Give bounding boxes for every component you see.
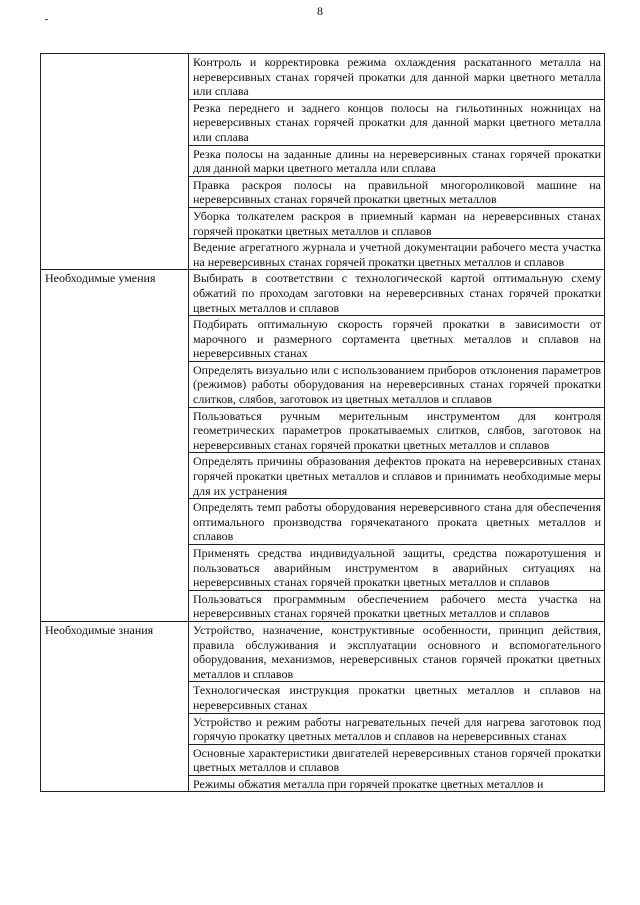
requirement-text: Пользоваться ручным мерительным инструментом для контроля геометрических параметров прокатываемых слитков, слябов, заготовок на нереверсивных станах горячей прокатки цветных металлов и сплавов: [193, 408, 601, 452]
requirement-text: Технологическая инструкция прокатки цветных металлов и сплавов на нереверсивных станах: [193, 683, 601, 712]
requirement-text: Устройство и режим работы нагревательных печей для нагрева заготовок под горячую прокатку цветных металлов и сплавов на нереверсивных станах: [193, 714, 601, 744]
requirement-item: [189, 316, 605, 362]
section-label: Необходимые умения: [41, 270, 189, 622]
requirement-text: Резка переднего и заднего концов полосы на гильотинных ножницах на нереверсивных станах горячей прокатки для данной марки цветного металла или сплава: [193, 100, 601, 144]
requirement-item: [189, 744, 605, 775]
requirement-text: Ведение агрегатного журнала и учетной документации рабочего места участка на нереверсивных станах горячей прокатки цветных металлов и сплавов: [193, 240, 601, 269]
requirement-item: [189, 545, 605, 591]
requirement-text: Определять визуально или с использованием приборов отклонения параметров (режимов) работы оборудования на нереверсивных станах горячей прокатки слитков, слябов, заготовок из цветных металлов и сплавов: [193, 362, 601, 407]
requirement-item: [189, 361, 605, 407]
requirement-item: [189, 145, 605, 176]
table-row: [41, 621, 605, 681]
requirement-item: [189, 499, 605, 545]
requirement-item: [189, 621, 605, 681]
table-body: [41, 54, 605, 792]
requirement-item: [189, 54, 605, 100]
requirement-item: [189, 176, 605, 207]
requirement-text: Применять средства индивидуальной защиты, средства пожаротушения и пользоваться аварийным инструментом в аварийных ситуациях на нереверсивных станах горячей прокатки цветных металлов и сплавов: [193, 546, 601, 590]
requirement-item: [189, 453, 605, 499]
requirement-text: Основные характеристики двигателей нереверсивных станов горячей прокатки цветных металлов и сплавов: [193, 745, 601, 775]
requirement-text: Определять темп работы оборудования нереверсивного стана для обеспечения оптимального производства горячекатаного проката цветных металлов и сплавов: [193, 500, 601, 544]
requirement-text: Резка полосы на заданные длины на нереверсивных станах горячей прокатки для данной марки цветного металла или сплава: [193, 146, 601, 176]
corner-mark: [45, 19, 48, 20]
requirement-item: [189, 775, 605, 791]
page-number: 8: [317, 4, 323, 18]
requirement-item: [189, 239, 605, 270]
requirement-item: [189, 99, 605, 145]
requirement-text: Правка раскроя полосы на правильной многороликовой машине на нереверсивных станах горячей прокатки цветных металлов: [193, 177, 601, 207]
requirement-text: Выбирать в соответствии с технологической картой оптимальную схему обжатий по проходам заготовки на нереверсивных станах горячей прокатки цветных металлов и сплавов: [193, 271, 601, 315]
requirement-text: Подбирать оптимальную скорость горячей прокатки в зависимости от марочного и размерного сортамента цветных металлов и сплавов на нереверсивных станах: [193, 317, 601, 361]
requirement-text: Контроль и корректировка режима охлаждения раскатанного металла на нереверсивных станах горячей прокатки для данной марки цветного металла или сплава: [193, 55, 601, 99]
section-label: Необходимые знания: [41, 621, 189, 791]
requirement-item: [189, 407, 605, 453]
table-row: [41, 270, 605, 316]
requirement-text: Уборка толкателем раскроя в приемный карман на нереверсивных станах горячей прокатки цветных металлов и сплавов: [193, 208, 601, 238]
competency-table: [40, 53, 605, 792]
requirement-text: Режимы обжатия металла при горячей прокатке цветных металлов и: [193, 776, 544, 791]
section-label: [41, 54, 189, 270]
requirement-text: Определять причины образования дефектов проката на нереверсивных станах горячей прокатки цветных металлов и сплавов и принимать необходимые меры для их устранения: [193, 454, 601, 498]
requirement-item: [189, 207, 605, 238]
table-row: [41, 54, 605, 100]
requirement-item: [189, 713, 605, 744]
requirement-text: Устройство, назначение, конструктивные особенности, принцип действия, правила обслуживания и эксплуатации основного и вспомогательного оборудования, механизмов, нереверсивных станов горячей прокатки цветных металлов и сплавов: [193, 622, 601, 681]
requirement-item: [189, 682, 605, 713]
requirement-item: [189, 270, 605, 316]
requirement-item: [189, 590, 605, 621]
requirement-text: Пользоваться программным обеспечением рабочего места участка на нереверсивных станах горячей прокатки цветных металлов и сплавов: [193, 591, 601, 621]
